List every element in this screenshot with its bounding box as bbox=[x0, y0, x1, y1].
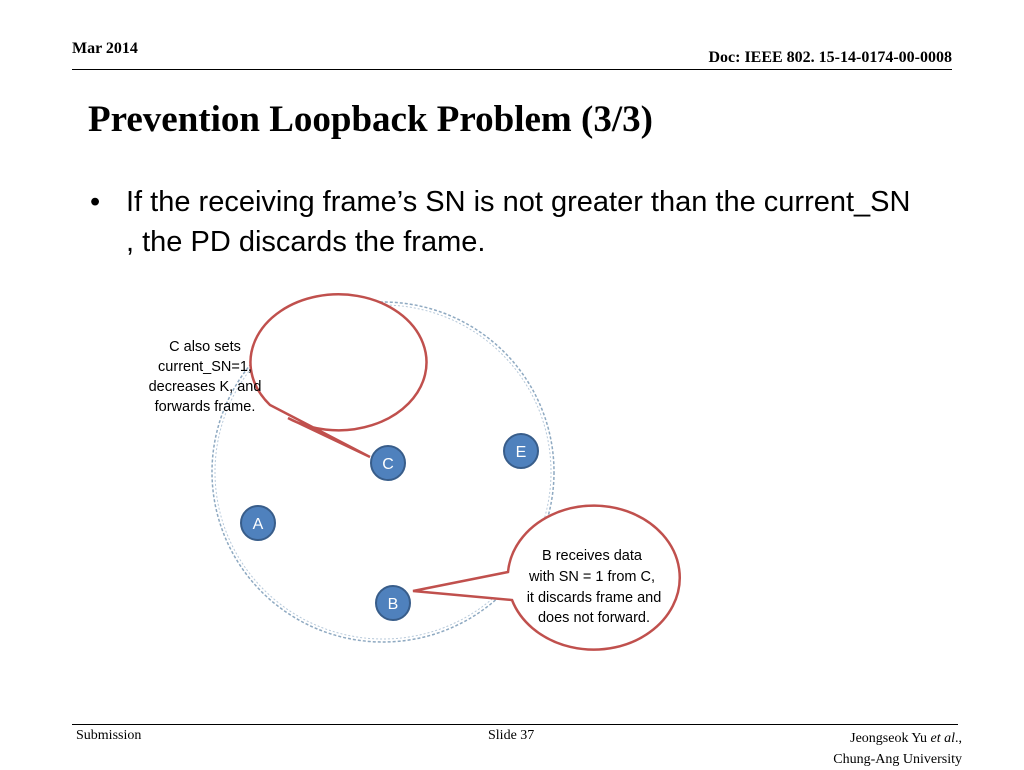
callout-b-line-1: B receives data bbox=[542, 548, 642, 564]
slide-title: Prevention Loopback Problem (3/3) bbox=[88, 99, 653, 140]
footer-slide-number: Slide 37 bbox=[488, 728, 535, 743]
header-date: Mar 2014 bbox=[72, 40, 138, 57]
callout-c-line-1: C also sets bbox=[169, 339, 241, 355]
callout-b-line-4: does not forward. bbox=[537, 610, 651, 626]
node-a bbox=[241, 506, 275, 540]
header-doc-id: Doc: IEEE 802. 15-14-0174-00-0008 bbox=[708, 49, 952, 66]
callout-b-line-3: it discards frame and bbox=[526, 590, 662, 606]
footer-submission: Submission bbox=[76, 728, 142, 743]
footer-affiliation: Chung-Ang University bbox=[833, 752, 962, 767]
node-a-label: A bbox=[252, 516, 264, 533]
footer-author-block bbox=[833, 728, 962, 770]
footer-divider bbox=[72, 724, 958, 725]
footer-author-line: Jeongseok Yu et al., bbox=[850, 731, 962, 746]
callout-c-line-2: current_SN=1, bbox=[158, 359, 252, 375]
callout-c-line-4: forwards frame. bbox=[154, 399, 256, 415]
footer-author-suffix: et al bbox=[930, 731, 955, 746]
node-e-label: E bbox=[515, 444, 527, 461]
footer-author: Jeongseok Yu bbox=[850, 731, 927, 746]
callout-c-line-3: decreases K, and bbox=[148, 379, 262, 395]
node-b bbox=[376, 586, 410, 620]
bullet-text: If the receiving frame’s SN is not greater than the current_SN , the PD discards the frame. bbox=[126, 186, 911, 258]
callout-b bbox=[413, 506, 680, 650]
node-b-label: B bbox=[387, 596, 399, 613]
callout-b-line-2: with SN = 1 from C, bbox=[528, 569, 656, 585]
node-e bbox=[504, 434, 538, 468]
bullet-marker: • bbox=[90, 186, 101, 218]
node-c-label: C bbox=[382, 456, 394, 473]
node-c bbox=[371, 446, 405, 480]
callout-c bbox=[149, 294, 427, 457]
